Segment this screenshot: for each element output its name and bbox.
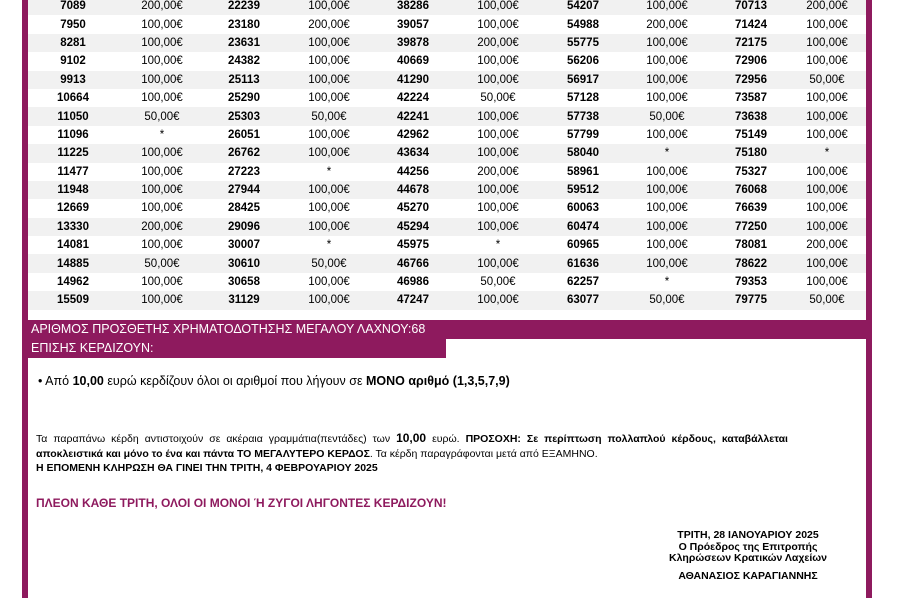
ticket-number-cell: 23180: [206, 15, 282, 33]
prize-cell: 100,00€: [620, 181, 714, 199]
prize-cell: 100,00€: [450, 0, 546, 15]
ticket-number-cell: 75149: [714, 126, 788, 144]
table-row: [28, 236, 866, 254]
ticket-number-cell: 14885: [28, 254, 118, 272]
table-row: [28, 273, 866, 291]
info-text-1: Τα παραπάνω κέρδη αντιστοιχούν σε ακέραια γραμμάτια(πεντάδες) των: [36, 433, 397, 445]
prize-cell: 100,00€: [788, 89, 866, 107]
ticket-number-cell: 72175: [714, 34, 788, 52]
prize-cell: 50,00€: [118, 254, 206, 272]
ticket-number-cell: 45270: [376, 199, 450, 217]
table-row: [28, 199, 866, 217]
table-row: [28, 0, 866, 15]
prize-cell: 100,00€: [118, 52, 206, 70]
ticket-number-cell: 54988: [546, 15, 620, 33]
prize-cell: 100,00€: [450, 254, 546, 272]
prize-cell: 100,00€: [788, 181, 866, 199]
ticket-number-cell: 9102: [28, 52, 118, 70]
ticket-number-cell: 47247: [376, 291, 450, 309]
prize-cell: 100,00€: [118, 89, 206, 107]
ticket-number-cell: 14081: [28, 236, 118, 254]
prize-cell: *: [788, 144, 866, 162]
ticket-number-cell: 79775: [714, 291, 788, 309]
prize-cell: 100,00€: [450, 52, 546, 70]
prize-cell: 100,00€: [620, 254, 714, 272]
prize-cell: *: [450, 236, 546, 254]
info-warning: ΠΡΟΣΟΧΗ: Σε περίπτωση πολλαπλού κέρδους, καταβάλλεται αποκλειστικά και μόνο το ένα και πάντα ΤΟ ΜΕΓΑΛΥΤΕΡΟ ΚΕΡΔΟΣ: [36, 433, 788, 460]
prize-cell: 100,00€: [620, 126, 714, 144]
prize-cell: 200,00€: [118, 218, 206, 236]
signature-role-2: Κληρώσεων Κρατικών Λαχείων: [669, 552, 827, 564]
ticket-number-cell: 57738: [546, 107, 620, 125]
odd-ending-rule: [38, 374, 510, 388]
prize-cell: 100,00€: [118, 144, 206, 162]
prize-cell: 100,00€: [282, 181, 376, 199]
prize-cell: 100,00€: [788, 126, 866, 144]
ticket-number-cell: 76639: [714, 199, 788, 217]
ticket-number-cell: 60965: [546, 236, 620, 254]
ticket-number-cell: 56206: [546, 52, 620, 70]
ticket-number-cell: 45294: [376, 218, 450, 236]
prize-cell: 100,00€: [282, 71, 376, 89]
ticket-number-cell: 24382: [206, 52, 282, 70]
ticket-number-cell: 26051: [206, 126, 282, 144]
table-row: [28, 181, 866, 199]
rule-bold: ΜΟΝΟ αριθμό (1,3,5,7,9): [366, 374, 510, 388]
prize-cell: 100,00€: [282, 34, 376, 52]
ticket-number-cell: 30658: [206, 273, 282, 291]
results-table-body: [28, 0, 866, 310]
prize-cell: 100,00€: [620, 52, 714, 70]
also-winning-banner: ΕΠΙΣΗΣ ΚΕΡΔΙΖΟΥΝ:: [28, 339, 446, 358]
table-row: [28, 126, 866, 144]
ticket-number-cell: 28425: [206, 199, 282, 217]
ticket-number-cell: 75327: [714, 163, 788, 181]
ticket-number-cell: 79353: [714, 273, 788, 291]
ticket-number-cell: 60063: [546, 199, 620, 217]
prize-cell: *: [118, 126, 206, 144]
ticket-number-cell: 10664: [28, 89, 118, 107]
ticket-number-cell: 57799: [546, 126, 620, 144]
prize-cell: 200,00€: [788, 0, 866, 15]
ticket-number-cell: 45975: [376, 236, 450, 254]
table-row: [28, 15, 866, 33]
prize-cell: 100,00€: [282, 52, 376, 70]
prize-info-paragraph: [36, 431, 788, 462]
ticket-number-cell: 42962: [376, 126, 450, 144]
prize-cell: 100,00€: [788, 218, 866, 236]
prize-cell: 100,00€: [282, 144, 376, 162]
ticket-number-cell: 61636: [546, 254, 620, 272]
ticket-number-cell: 13330: [28, 218, 118, 236]
prize-cell: 100,00€: [282, 291, 376, 309]
table-row: [28, 163, 866, 181]
prize-cell: 100,00€: [282, 273, 376, 291]
prize-cell: 100,00€: [450, 15, 546, 33]
prize-cell: 100,00€: [788, 163, 866, 181]
ticket-number-cell: 75180: [714, 144, 788, 162]
table-row: [28, 218, 866, 236]
rule-text-2: ευρώ κερδίζουν όλοι οι αριθμοί που λήγουν σε: [103, 374, 367, 388]
table-row: [28, 107, 866, 125]
ticket-number-cell: 30007: [206, 236, 282, 254]
ticket-number-cell: 58040: [546, 144, 620, 162]
table-row: [28, 291, 866, 309]
prize-cell: *: [282, 236, 376, 254]
prize-cell: 100,00€: [118, 273, 206, 291]
ticket-number-cell: 15509: [28, 291, 118, 309]
ticket-number-cell: 44256: [376, 163, 450, 181]
ticket-number-cell: 23631: [206, 34, 282, 52]
prize-cell: 50,00€: [282, 254, 376, 272]
prize-cell: 100,00€: [620, 218, 714, 236]
bullet-mark: •: [38, 374, 43, 388]
ticket-number-cell: 25290: [206, 89, 282, 107]
ticket-number-cell: 11050: [28, 107, 118, 125]
prize-cell: 50,00€: [620, 291, 714, 309]
ticket-number-cell: 76068: [714, 181, 788, 199]
prize-cell: 100,00€: [118, 236, 206, 254]
ticket-number-cell: 40669: [376, 52, 450, 70]
info-text-3: . Τα κέρδη παραγράφονται μετά από ΕΞΑΜΗΝΟ.: [369, 448, 598, 460]
signature-date: ΤΡΙΤΗ, 28 ΙΑΝΟΥΑΡΙΟΥ 2025: [677, 529, 819, 541]
prize-cell: 100,00€: [620, 71, 714, 89]
prize-cell: 100,00€: [118, 15, 206, 33]
prize-cell: 100,00€: [620, 89, 714, 107]
prize-cell: 100,00€: [118, 181, 206, 199]
extra-funding-banner: ΑΡΙΘΜΟΣ ΠΡΟΣΘΕΤΗΣ ΧΡΗΜΑΤΟΔΟΤΗΣΗΣ ΜΕΓΑΛΟΥ ΛΑΧΝΟΥ:68: [28, 320, 866, 339]
ticket-number-cell: 70713: [714, 0, 788, 15]
prize-cell: 100,00€: [282, 199, 376, 217]
prize-cell: *: [620, 144, 714, 162]
prize-cell: 100,00€: [788, 34, 866, 52]
prize-cell: 50,00€: [788, 291, 866, 309]
results-table: [28, 0, 866, 310]
ticket-number-cell: 46986: [376, 273, 450, 291]
ticket-number-cell: 12669: [28, 199, 118, 217]
ticket-number-cell: 39878: [376, 34, 450, 52]
ticket-number-cell: 59512: [546, 181, 620, 199]
table-row: [28, 34, 866, 52]
ticket-number-cell: 30610: [206, 254, 282, 272]
ticket-number-cell: 25303: [206, 107, 282, 125]
right-border: [866, 0, 872, 598]
table-row: [28, 144, 866, 162]
prize-cell: 100,00€: [282, 218, 376, 236]
prize-cell: 100,00€: [450, 218, 546, 236]
ticket-number-cell: 9913: [28, 71, 118, 89]
prize-cell: 100,00€: [450, 71, 546, 89]
ticket-number-cell: 63077: [546, 291, 620, 309]
prize-cell: 100,00€: [620, 199, 714, 217]
prize-cell: 50,00€: [620, 107, 714, 125]
prize-cell: 100,00€: [282, 89, 376, 107]
ticket-number-cell: 46766: [376, 254, 450, 272]
prize-cell: 100,00€: [450, 126, 546, 144]
prize-cell: 100,00€: [620, 236, 714, 254]
prize-cell: 100,00€: [788, 273, 866, 291]
info-text-2: ευρώ.: [426, 433, 466, 445]
ticket-number-cell: 72906: [714, 52, 788, 70]
prize-cell: 100,00€: [620, 34, 714, 52]
info-amount: 10,00: [396, 431, 427, 445]
prize-cell: 100,00€: [282, 0, 376, 15]
ticket-number-cell: 41290: [376, 71, 450, 89]
ticket-number-cell: 8281: [28, 34, 118, 52]
prize-cell: 100,00€: [788, 107, 866, 125]
table-row: [28, 254, 866, 272]
prize-cell: 200,00€: [118, 0, 206, 15]
prize-cell: 200,00€: [450, 34, 546, 52]
prize-cell: 200,00€: [620, 15, 714, 33]
signature-name: ΑΘΑΝΑΣΙΟΣ ΚΑΡΑΓΙΑΝΝΗΣ: [678, 569, 818, 582]
ticket-number-cell: 11225: [28, 144, 118, 162]
ticket-number-cell: 7950: [28, 15, 118, 33]
ticket-number-cell: 27944: [206, 181, 282, 199]
ticket-number-cell: 27223: [206, 163, 282, 181]
ticket-number-cell: 60474: [546, 218, 620, 236]
prize-cell: 100,00€: [282, 126, 376, 144]
ticket-number-cell: 42224: [376, 89, 450, 107]
ticket-number-cell: 7089: [28, 0, 118, 15]
table-row: [28, 89, 866, 107]
signature-block: [648, 530, 848, 582]
ticket-number-cell: 62257: [546, 273, 620, 291]
prize-cell: 100,00€: [450, 181, 546, 199]
prize-cell: 100,00€: [118, 291, 206, 309]
prize-cell: 100,00€: [118, 34, 206, 52]
ticket-number-cell: 57128: [546, 89, 620, 107]
prize-cell: 200,00€: [450, 163, 546, 181]
prize-cell: 100,00€: [118, 199, 206, 217]
slogan: ΠΛΕΟΝ ΚΑΘΕ ΤΡΙΤΗ, ΟΛΟΙ ΟΙ ΜΟΝΟΙ Ή ΖΥΓΟΙ ΛΗΓΟΝΤΕΣ ΚΕΡΔΙΖΟΥΝ!: [36, 496, 447, 510]
ticket-number-cell: 54207: [546, 0, 620, 15]
prize-cell: 100,00€: [620, 163, 714, 181]
ticket-number-cell: 72956: [714, 71, 788, 89]
prize-cell: 100,00€: [450, 291, 546, 309]
ticket-number-cell: 11096: [28, 126, 118, 144]
ticket-number-cell: 73587: [714, 89, 788, 107]
rule-text-1: Από: [42, 374, 73, 388]
prize-cell: *: [282, 163, 376, 181]
ticket-number-cell: 11948: [28, 181, 118, 199]
prize-cell: 50,00€: [450, 273, 546, 291]
prize-cell: 50,00€: [450, 89, 546, 107]
prize-cell: 100,00€: [788, 199, 866, 217]
prize-cell: 100,00€: [118, 71, 206, 89]
prize-cell: 100,00€: [788, 15, 866, 33]
signature-role-1: Ο Πρόεδρος της Επιτροπής: [678, 540, 818, 553]
ticket-number-cell: 73638: [714, 107, 788, 125]
ticket-number-cell: 58961: [546, 163, 620, 181]
ticket-number-cell: 31129: [206, 291, 282, 309]
prize-cell: *: [620, 273, 714, 291]
ticket-number-cell: 39057: [376, 15, 450, 33]
prize-cell: 200,00€: [788, 236, 866, 254]
ticket-number-cell: 14962: [28, 273, 118, 291]
prize-cell: 200,00€: [282, 15, 376, 33]
prize-cell: 100,00€: [450, 144, 546, 162]
ticket-number-cell: 78081: [714, 236, 788, 254]
table-row: [28, 52, 866, 70]
prize-cell: 100,00€: [450, 107, 546, 125]
ticket-number-cell: 11477: [28, 163, 118, 181]
prize-cell: 50,00€: [788, 71, 866, 89]
prize-cell: 100,00€: [620, 0, 714, 15]
ticket-number-cell: 26762: [206, 144, 282, 162]
ticket-number-cell: 44678: [376, 181, 450, 199]
ticket-number-cell: 56917: [546, 71, 620, 89]
next-draw-notice: Η ΕΠΟΜΕΝΗ ΚΛΗΡΩΣΗ ΘΑ ΓΙΝΕΙ ΤΗΝ ΤΡΙΤΗ, 4 ΦΕΒΡΟΥΑΡΙΟΥ 2025: [36, 462, 378, 474]
prize-cell: 50,00€: [118, 107, 206, 125]
table-row: [28, 71, 866, 89]
ticket-number-cell: 29096: [206, 218, 282, 236]
prize-cell: 100,00€: [450, 199, 546, 217]
ticket-number-cell: 78622: [714, 254, 788, 272]
ticket-number-cell: 25113: [206, 71, 282, 89]
ticket-number-cell: 43634: [376, 144, 450, 162]
results-document: [28, 0, 866, 598]
ticket-number-cell: 38286: [376, 0, 450, 15]
prize-cell: 50,00€: [282, 107, 376, 125]
ticket-number-cell: 71424: [714, 15, 788, 33]
prize-cell: 100,00€: [118, 163, 206, 181]
ticket-number-cell: 77250: [714, 218, 788, 236]
prize-cell: 100,00€: [788, 52, 866, 70]
ticket-number-cell: 42241: [376, 107, 450, 125]
rule-amount: 10,00: [72, 374, 104, 388]
prize-cell: 100,00€: [788, 254, 866, 272]
ticket-number-cell: 22239: [206, 0, 282, 15]
ticket-number-cell: 55775: [546, 34, 620, 52]
